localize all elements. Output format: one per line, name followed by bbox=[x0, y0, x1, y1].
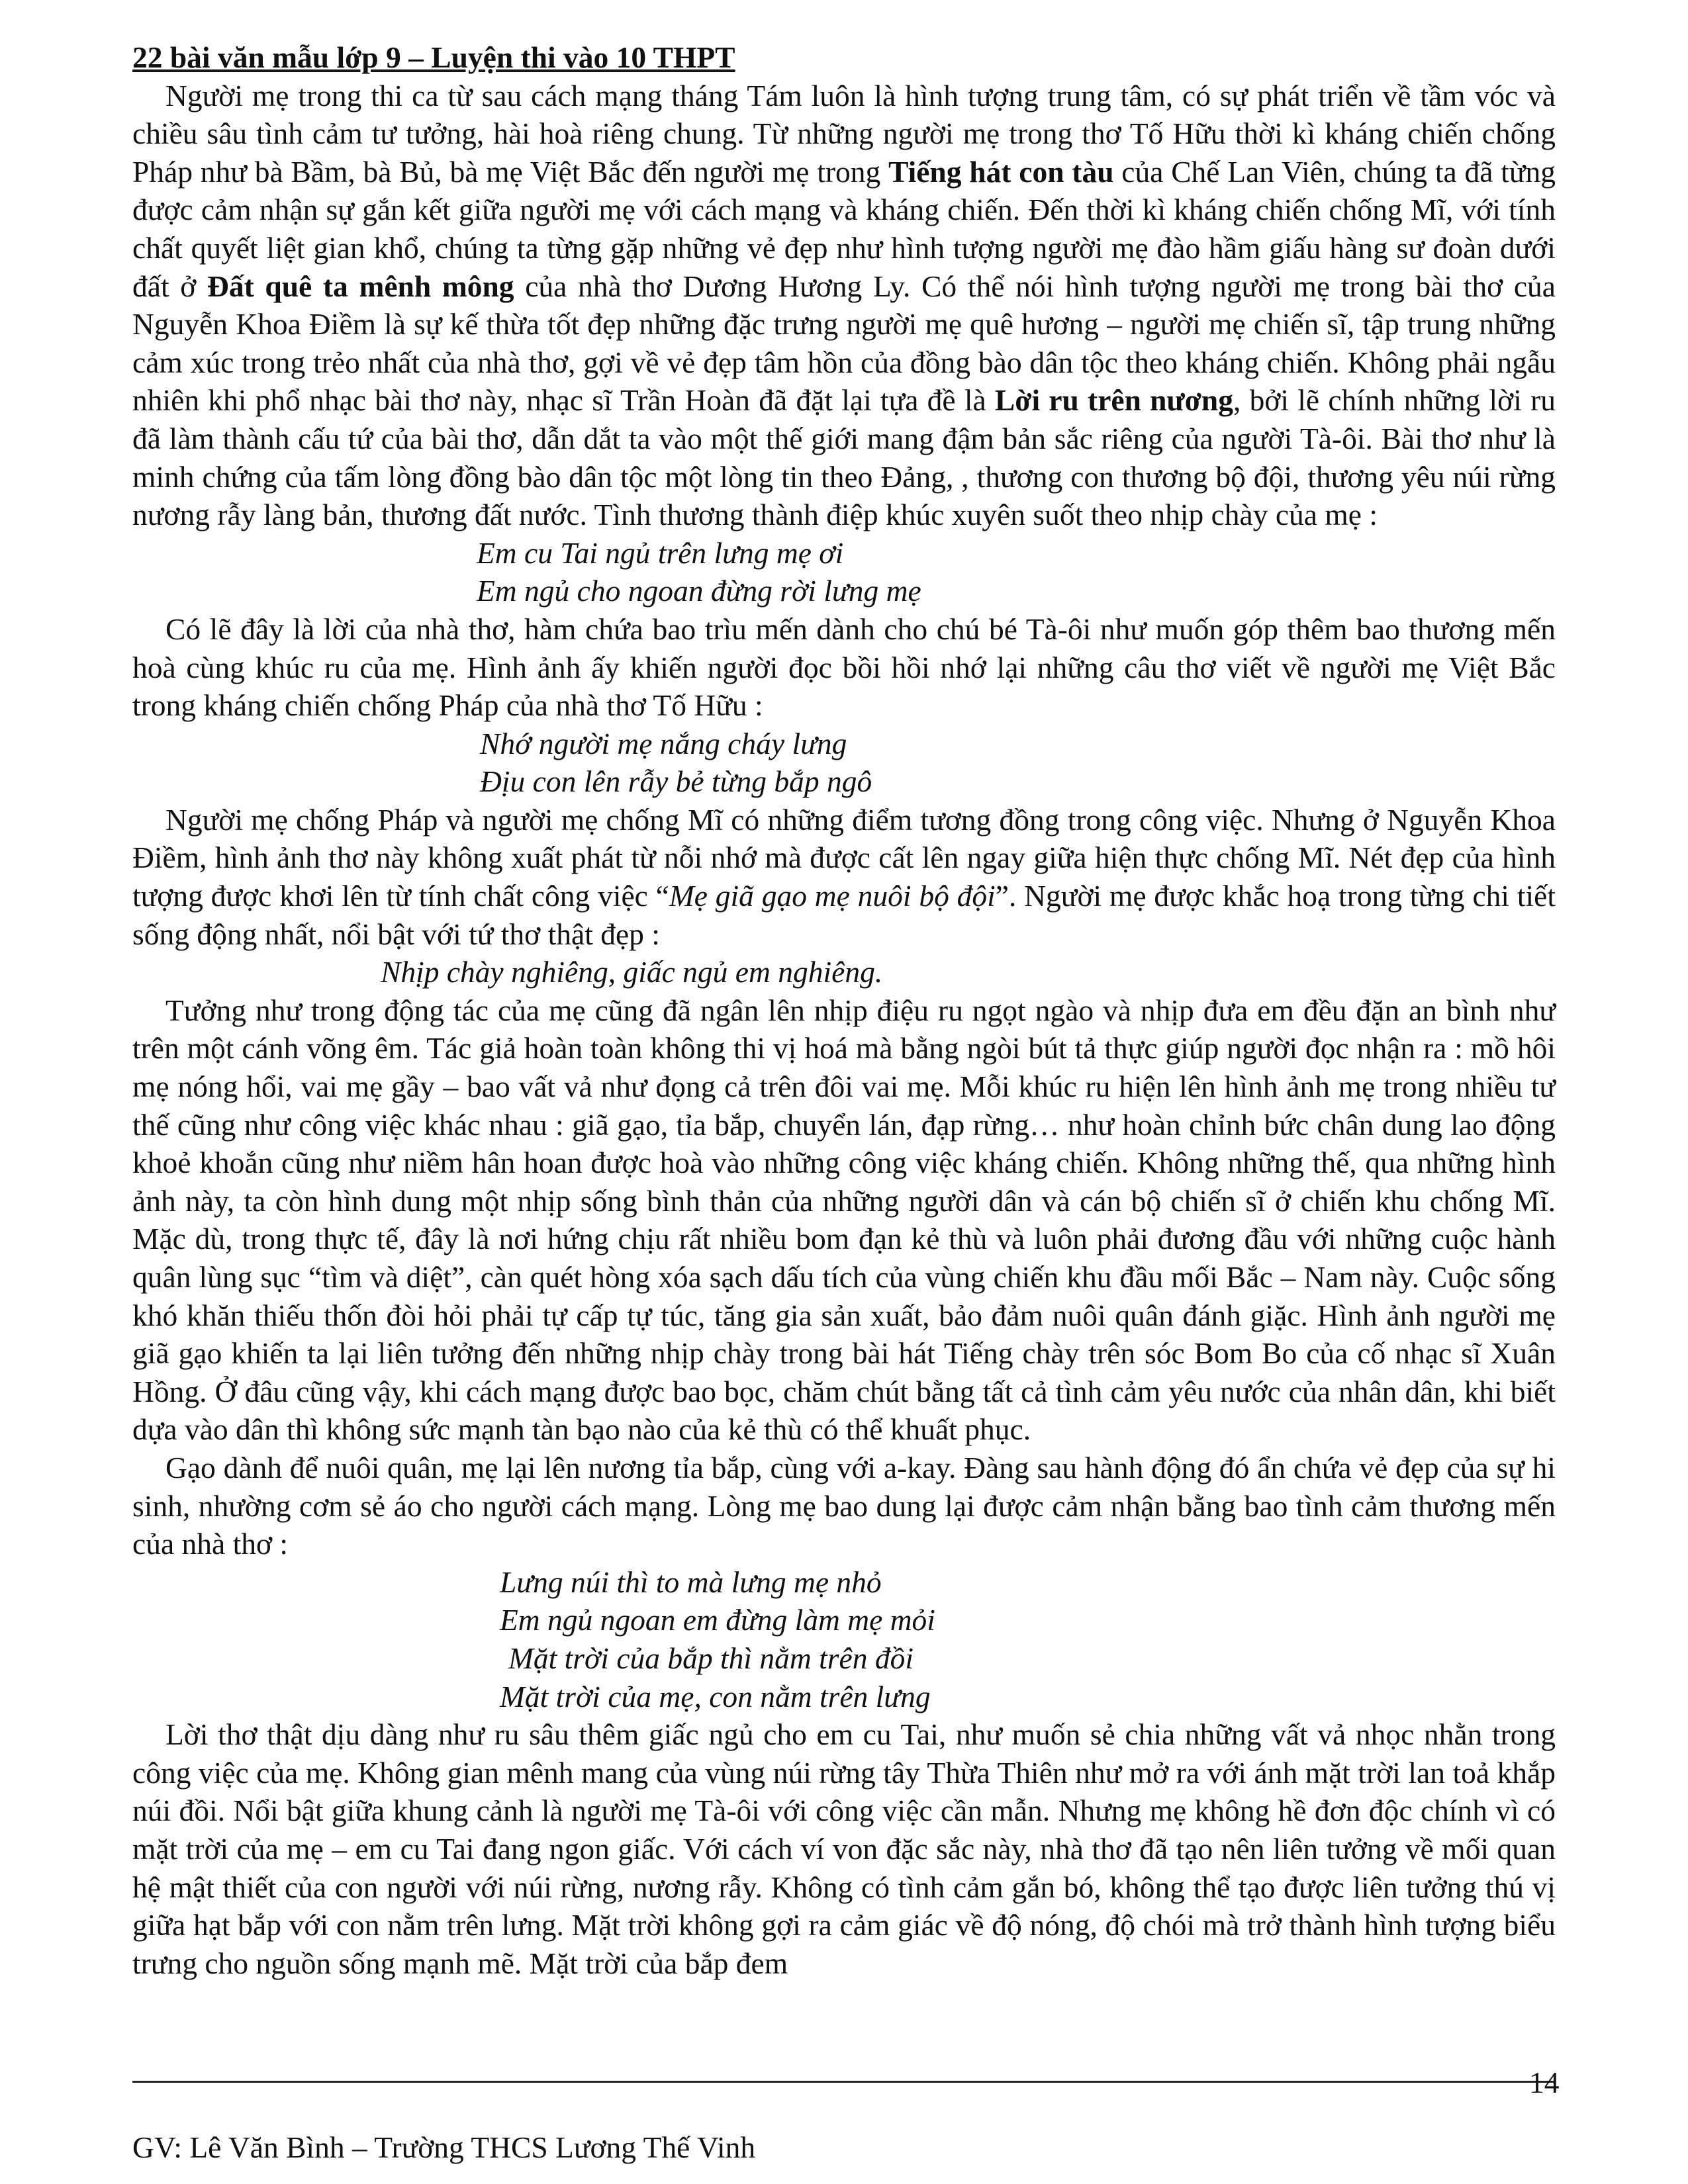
footer-teacher-credit: GV: Lê Văn Bình – Trường THCS Lương Thế Vinh bbox=[132, 2130, 756, 2164]
paragraph-3-text-a: Người mẹ chống Pháp và người mẹ chống Mĩ có những điểm tương đồng trong công việc. Nhưng ở Nguyễn Khoa Điềm, hình ảnh thơ này không xuất phát từ nỗi nhớ mà được cất lên ngay giữa hiện thực chống Mĩ. Nét đẹp của hình tượng được khơi lên từ tính chất công việc “ bbox=[132, 802, 1556, 913]
paragraph-2: Có lẽ đây là lời của nhà thơ, hàm chứa bao trìu mến dành cho chú bé Tà-ôi như muốn góp thêm bao thương mến hoà cùng khúc ru của mẹ. Hình ảnh ấy khiến người đọc bồi hồi nhớ lại những câu thơ viết về người mẹ Việt Bắc trong kháng chiến chống Pháp của nhà thơ Tố Hữu : bbox=[132, 612, 1556, 723]
bold-title-loi-ru-tren-nuong: Lời ru trên nương bbox=[994, 383, 1233, 418]
verse-1-line-1: Em cu Tai ngủ trên lưng mẹ ơi bbox=[477, 535, 844, 570]
paragraph-3-text-b: ”. Người mẹ được khắc hoạ trong từng chi tiết sống động nhất, nổi bật với tứ thơ thật đẹp : bbox=[132, 879, 1556, 951]
verse-3-line-1: Nhịp chày nghiêng, giấc ngủ em nghiêng. bbox=[381, 955, 883, 989]
paragraph-1-text-a: Người mẹ trong thi ca từ sau cách mạng tháng Tám luôn là hình tượng trung tâm, có sự phát triển về tầm vóc và chiều sâu tình cảm tư tưởng, hài hoà riêng chung. Từ những người mẹ trong thơ Tố Hữu thời kì kháng chiến chống Pháp như bà Bầm, bà Bủ, bà mẹ Việt Bắc đến người mẹ trong bbox=[132, 78, 1556, 189]
paragraph-3-quote: Mẹ giã gạo mẹ nuôi bộ đội bbox=[669, 879, 996, 913]
document-title: 22 bài văn mẫu lớp 9 – Luyện thi vào 10 THPT bbox=[132, 40, 735, 74]
paragraph-5: Gạo dành để nuôi quân, mẹ lại lên nương tỉa bắp, cùng với a-kay. Đàng sau hành động đó ẩn chứa vẻ đẹp của sự hi sinh, nhường cơm sẻ áo cho người cách mạng. Lòng mẹ bao dung lại được cảm nhận bằng bao tình cảm thương mến của nhà thơ : bbox=[132, 1450, 1556, 1561]
paragraph-1 bbox=[132, 77, 1556, 534]
paragraph-6: Lời thơ thật dịu dàng như ru sâu thêm giấc ngủ cho em cu Tai, như muốn sẻ chia những vất vả nhọc nhằn trong công việc của mẹ. Không gian mênh mang của vùng núi rừng tây Thừa Thiên như mở ra với ánh mặt trời lan toả khắp núi đồi. Nổi bật giữa khung cảnh là người mẹ Tà-ôi với công việc cần mẫn. Nhưng mẹ không hề đơn độc chính vì có mặt trời của mẹ – em cu Tai đang ngon giấc. Với cách ví von đặc sắc này, nhà thơ đã tạo nên liên tưởng về mối quan hệ mật thiết của con người với núi rừng, nương rẫy. Không có tình cảm gắn bó, không thể tạo được liên tưởng thú vị giữa hạt bắp với con nằm trên lưng. Mặt trời không gợi ra cảm giác về độ nóng, độ chói mà trở thành hình tượng biểu trưng cho nguồn sống mạnh mẽ. Mặt trời của bắp đem bbox=[132, 1717, 1556, 1980]
paragraph-4: Tưởng như trong động tác của mẹ cũng đã ngân lên nhịp điệu ru ngọt ngào và nhịp đưa em đều đặn an bình như trên một cánh võng êm. Tác giả hoàn toàn không thi vị hoá mà bằng ngòi bút tả thực giúp người đọc nhận ra : mồ hôi mẹ nóng hổi, vai mẹ gầy – bao vất vả như đọng cả trên đôi vai mẹ. Mỗi khúc ru hiện lên hình ảnh mẹ trong nhiều tư thế cũng như công việc khác nhau : giã gạo, tỉa bắp, chuyển lán, đạp rừng… như hoàn chỉnh bức chân dung lao động khoẻ khoắn cũng như niềm hân hoan được hoà vào những công việc kháng chiến. Không những thế, qua những hình ảnh này, ta còn hình dung một nhịp sống bình thản của những người dân và cán bộ chiến sĩ ở chiến khu chống Mĩ. Mặc dù, trong thực tế, đây là nơi hứng chịu rất nhiều bom đạn kẻ thù và luôn phải đương đầu với những cuộc hành quân lùng sục “tìm và diệt”, càn quét hòng xóa sạch dấu tích của vùng chiến khu đầu mối Bắc – Nam này. Cuộc sống khó khăn thiếu thốn đòi hỏi phải tự cấp tự túc, tăng gia sản xuất, bảo đảm nuôi quân đánh giặc. Hình ảnh người mẹ giã gạo khiến ta lại liên tưởng đến những nhịp chày trong bài hát Tiếng chày trên sóc Bom Bo của cố nhạc sĩ Xuân Hồng. Ở đâu cũng vậy, khi cách mạng được bao bọc, chăm chút bằng tất cả tình cảm yêu nước của nhân dân, khi biết dựa vào dân thì không sức mạnh tàn bạo nào của kẻ thù có thể khuất phục. bbox=[132, 993, 1556, 1447]
paragraph-1-text-c: của Chế Lan Viên, chúng ta đã từng được cảm nhận sự gắn kết giữa người mẹ với cách mạng và kháng chiến. Đến thời kì kháng chiến chống Mĩ, với tính chất quyết liệt gian khổ, chúng ta từng gặp những vẻ đẹp như hình tượng người mẹ đào hầm giấu hàng sư đoàn dưới đất ở bbox=[132, 154, 1556, 303]
paragraph-1-text-e: , bởi lẽ chính những lời ru đã làm thành cấu tứ của bài thơ, dẫn dắt ta vào một thế giới mang đậm bản sắc riêng của người Tà-ôi. Bài thơ như là minh chứng của tấm lòng đồng bào dân tộc một lòng tin theo Đảng, , thương con thương bộ đội, thương yêu núi rừng nương rẫy làng bản, thương đất nước. Tình thương thành điệp khúc xuyên suốt theo nhịp chày của mẹ : bbox=[132, 383, 1556, 532]
verse-4-line-4: Mặt trời của mẹ, con nằm trên lưng bbox=[500, 1679, 931, 1713]
page-number: 14 bbox=[1529, 2066, 1560, 2099]
verse-4-line-2: Em ngủ ngoan em đừng làm mẹ mỏi bbox=[500, 1603, 935, 1637]
paragraph-3 bbox=[132, 801, 1556, 953]
verse-1-line-2: Em ngủ cho ngoan đừng rời lưng mẹ bbox=[477, 574, 921, 608]
verse-2-line-2: Địu con lên rẫy bẻ từng bắp ngô bbox=[480, 764, 872, 799]
document-body bbox=[132, 38, 1556, 1982]
verse-4-line-3: Mặt trời của bắp thì nằm trên đồi bbox=[508, 1641, 914, 1675]
bold-title-dat-que-ta: Đất quê ta mênh mông bbox=[207, 269, 514, 303]
paragraph-1-text-d: của nhà thơ Dương Hương Ly. Có thể nói hình tượng người mẹ trong bài thơ của Nguyễn Khoa Điềm là sự kế thừa tốt đẹp những đặc trưng người mẹ quê hương – người mẹ chiến sĩ, tập trung những cảm xúc trong trẻo nhất của nhà thơ, gợi về vẻ đẹp tâm hồn của đồng bào dân tộc theo kháng chiến. Không phải ngẫu nhiên khi phổ nhạc bài thơ này, nhạc sĩ Trần Hoàn đã đặt lại tựa đề là bbox=[132, 269, 1556, 418]
verse-4-line-1: Lưng núi thì to mà lưng mẹ nhỏ bbox=[500, 1565, 882, 1599]
footer-divider bbox=[132, 2081, 1556, 2083]
verse-2-line-1: Nhớ người mẹ nắng cháy lưng bbox=[480, 726, 847, 760]
bold-title-tieng-hat-con-tau: Tiếng hát con tàu bbox=[888, 154, 1114, 189]
